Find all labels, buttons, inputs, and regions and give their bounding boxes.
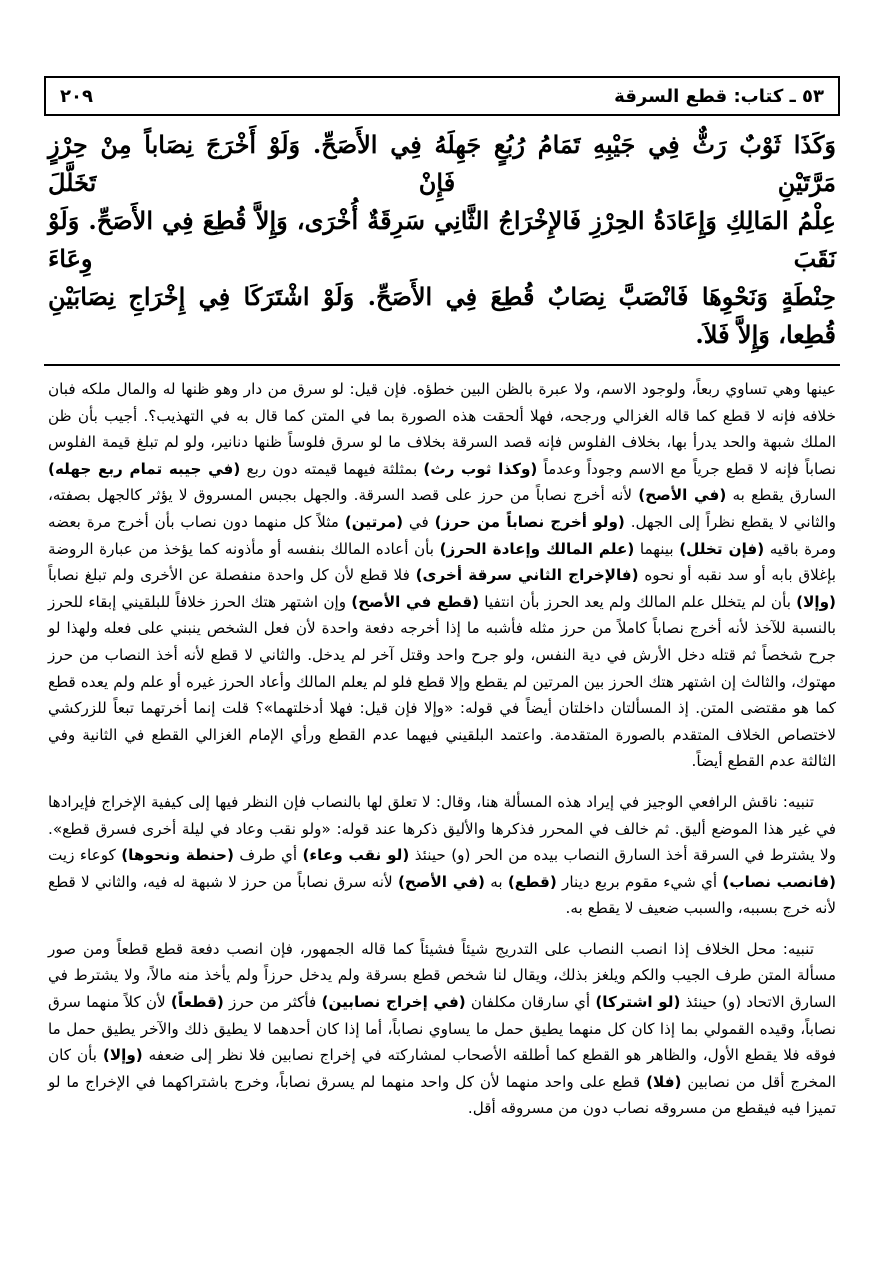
running-header — [44, 76, 840, 116]
quoted-matn-phrase: (في الأصح) — [397, 872, 485, 891]
commentary-text: لأنه أخرج نصاباً من حرز على قصد السرقة. والجهل بجبس المسروق لا يؤثر كالجهل بصفته، والثاني لا يقطع نظراً إلى الجهل. — [48, 486, 836, 531]
commentary-text: في — [403, 512, 435, 531]
main-text-line: وَكَذَا ثَوْبٌ رَثٌّ فِي جَيْبِهِ تَمَامُ رُبُعٍ جَهِلَهُ فِي الأَصَحِّ. وَلَوْ أَخْرَجَ نِصَاباً مِنْ حِرْزٍ مَرَّتَيْنِ فَإِنْ تَخَلَّلَ — [48, 130, 836, 197]
chapter-title: ٥٣ ـ كتاب: قطع السرقة — [614, 85, 824, 107]
commentary-text: بمثلثة فيهما قيمته دون ربع — [240, 459, 424, 478]
quoted-matn-phrase: (فلا) — [646, 1072, 682, 1091]
quoted-matn-phrase: (وإلا) — [102, 1046, 143, 1065]
quoted-matn-phrase: (وكذا ثوب رث) — [423, 459, 538, 478]
quoted-matn-phrase: (قطع في الأصح) — [351, 592, 480, 611]
commentary-text: به — [484, 872, 508, 891]
commentary-text: بأن لم يتخلل علم المالك ولم يعد الحرز بأن انتفيا — [479, 592, 797, 611]
commentary-text: تنبيه: ناقش الرافعي الوجيز في إيراد هذه المسألة هنا، وقال: لا تعلق لها بالنصاب فإن النظر فيها إلى كيفية الإخراج فإيرادها في غير هذا الموضع أليق. ثم خالف في المحرر فذكرها والأليق ذكرها عند قوله: «ولو نقب وعاد في ليلة أخرى فسرق قطع». ولا يشترط في السرقة أخذ السارق النصاب بيده من الحر (و) حينئذ — [48, 792, 836, 865]
page-number: ٢٠٩ — [60, 85, 93, 107]
main-text-line: حِنْطَةٍ وَنَحْوِهَا فَانْصَبَّ نِصَابٌ قُطِعَ فِي الأَصَحِّ. وَلَوْ اشْتَرَكَا فِي إِخْرَاجِ نِصَابَيْنِ قُطِعا، وَإِلاَّ فَلاَ. — [48, 282, 836, 349]
commentary-text: كوعاء زيت — [48, 846, 122, 865]
commentary-text: أي سارقان مكلفان — [465, 993, 596, 1012]
commentary-text: تنبيه: محل الخلاف إذا انصب النصاب على التدريج شيئاً فشيئاً كما قاله الجمهور، فإن انصب دفعة قطع قطعاً ومن صور مسألة المتن طرف الجيب والكم ويلغز بذلك، ويقال لنا شخص قطع بسرقة ولم يدخل حرزاً ولم يأخذ منه مالاً، ولا يشترط في السارق الاتحاد (و) حينئذ — [48, 939, 836, 1012]
quoted-matn-phrase: (لو اشتركا) — [595, 993, 681, 1012]
commentary-text: بأن كان المخرج أقل من نصابين — [48, 1046, 837, 1091]
commentary-paragraph — [48, 376, 836, 775]
commentary-text: أي طرف — [233, 846, 303, 865]
commentary-text: قطع على واحد منهما لأن كل واحد منهما لم يسرق نصاباً، وخرج باشتراكهما في الإخراج ما لو تميزا فيه فيقطع من مسروقه نصاب دون من مسروقه أقل. — [48, 1072, 836, 1118]
quoted-matn-phrase: (فالإخراج الثاني سرقة أخرى) — [415, 566, 639, 585]
quoted-matn-phrase: (حنطة ونحوها) — [121, 846, 234, 865]
note-paragraph — [48, 936, 836, 1122]
note-paragraph — [48, 789, 836, 922]
commentary-text: عينها وهي تساوي ربعاً، ولوجود الاسم، ولا عبرة بالظن البين خطؤه. فإن قيل: لو سرق من دار وهو ظنها له والمال ملكه فبان خلافه فإنه لا قطع كما قاله الغزالي ورجحه، فهلا ألحقت هذه الصورة بما في المتن كما قال به في التهذيب؟. أجيب بأن ظن الملك شبهة والحد يدرأ بها، بخلاف الفلوس فإنه قصد السرقة بخلاف ما لو سرق فلوساً ظنها دنانير، ولو لم تبلغ قيمة الفلوس نصاباً فإنه لا قطع جرياً مع الاسم وجوداً وعدماً — [48, 380, 836, 478]
commentary-text: لأن كلاً منهما سرق نصاباً، وقيده القمولي بما إذا كان كل منهما يطيق حمل ما يساوي نصاباً، أما إذا كان أحدهما لا يطيق ذلك والآخر يطيق حمل ما فوقه فلا يقطع الأول، والظاهر هو القطع كما أطلقه الأصحاب لمشاركته في إخراج نصابين فلا نظر إلى ضعفه — [48, 993, 836, 1065]
commentary — [44, 376, 840, 1122]
quoted-matn-phrase: (في إخراج نصابين) — [321, 993, 466, 1012]
quoted-matn-phrase: (وإلا) — [796, 592, 836, 611]
commentary-text: فأكثر من حرز — [223, 993, 322, 1012]
commentary-text: وإن اشتهر هتك الحرز خلافاً للبلقيني إبقاء للحرز بالنسبة للآخذ لأنه أخرج نصاباً كاملاً من حرز مثله فأشبه ما إذا أخرجه دفعة واحدة لأن فعل الشخص ينبني على فعله ولهذا لو جرح شخصاً ثم قتله دخل الأرش في دية النفس، ولو جرح واحد وقتل آخر لم يدخل. والثاني لا قطع لأنه أخذ النصاب من حرز مهتوك، والثالث إن اشتهر هتك الحرز بين المرتين لم يقطع وإلا قطع فلو لم يعلم المالك وأعاد الحرز غيره أو علم ولم يعده قطع كما هو مقتضى المتن. إذ المسألتان داخلتان أيضاً في قوله: «وإلا فإن قيل: فهلا أدخلتهما»؟ قلت إنما أخرتهما تبعاً للزركشي لاختصاص الخلاف المتقدم بالصورة المتقدمة. واعتمد البلقيني فيهما عدم القطع ورأي الإمام الغزالي القطع في الثانية وفي الثالثة عدم القطع أيضاً. — [48, 592, 836, 771]
main-text-line: عِلْمُ المَالِكِ وَإِعَادَةُ الحِرْزِ فَالإِخْرَاجُ الثَّانِي سَرِقَةٌ أُخْرَى، وَإِلاَّ قُطِعَ فِي الأَصَحِّ. وَلَوْ نَقَبَ وِعَاءَ — [48, 206, 836, 273]
book-page — [44, 76, 840, 1136]
quoted-matn-phrase: (فإن تخلل) — [679, 539, 765, 558]
quoted-matn-phrase: (فانصب نصاب) — [722, 872, 836, 891]
commentary-text: أي شيء مقوم بربع دينار — [556, 872, 723, 891]
commentary-text: مثلاً كل منهما دون نصاب بأن أخرج مرة بعضه ومرة باقيه — [48, 512, 836, 558]
quoted-matn-phrase: (قطع) — [507, 872, 557, 891]
quoted-matn-phrase: (مرتين) — [344, 512, 404, 531]
commentary-text: لأنه سرق نصاباً من حرز لا شبهة له فيه، والثاني لا قطع لأنه خرج بسببه، والسبب ضعيف لا يقطع به. — [48, 872, 836, 918]
quoted-matn-phrase: (في الأصح) — [638, 486, 727, 505]
commentary-text: بينهما — [634, 539, 680, 558]
separator-rule — [44, 364, 840, 366]
commentary-text: بأن أعاده المالك بنفسه أو مأذونه كما يؤخذ من عبارة الروضة بإغلاق بابه أو سد نقبه أو نحوه — [48, 539, 836, 585]
commentary-text: السارق يقطع به — [726, 486, 836, 505]
commentary-text: فلا قطع لأن كل واحدة منفصلة عن الأخرى ولم تبلغ نصاباً — [48, 566, 416, 585]
quoted-matn-phrase: (لو نقب وعاء) — [302, 846, 410, 865]
quoted-matn-phrase: (قطعاً) — [170, 993, 224, 1012]
main-text — [44, 126, 840, 354]
quoted-matn-phrase: (ولو أخرج نصاباً من حرز) — [434, 512, 625, 531]
quoted-matn-phrase: (في جيبه تمام ربع جهله) — [48, 459, 241, 478]
quoted-matn-phrase: (علم المالك وإعادة الحرز) — [439, 539, 635, 558]
